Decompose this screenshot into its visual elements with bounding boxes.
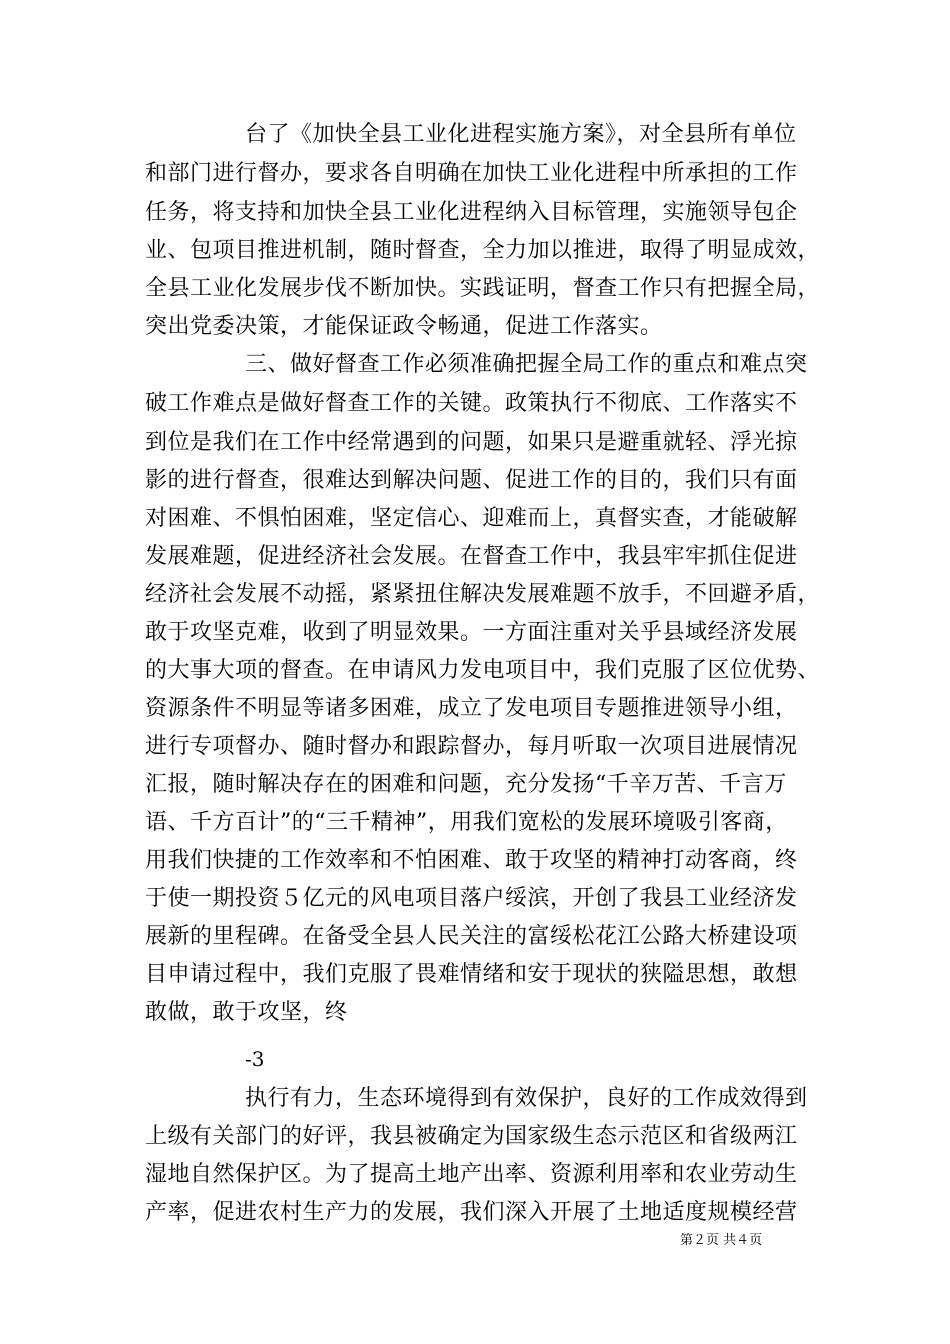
paragraph-line: 湿地自然保护区。为了提高土地产出率、资源利用率和农业劳动生 [145, 1162, 798, 1187]
paragraph-line: 台了《加快全县工业化进程实施方案》，对全县所有单位 [245, 122, 797, 147]
paragraph-line: 于使一期投资５亿元的风电项目落户绥滨，开创了我县工业经济发 [145, 886, 798, 911]
paragraph-line: 展新的里程碑。在备受全县人民关注的富绥松花江公路大桥建设项 [145, 924, 798, 949]
paragraph-line: 业、包项目推进机制，随时督查，全力加以推进，取得了明显成效， [145, 238, 821, 263]
paragraph-line: 用我们快捷的工作效率和不怕困难、敢于攻坚的精神打动客商，终 [145, 848, 798, 873]
paragraph-line: 任务，将支持和加快全县工业化进程纳入目标管理，实施领导包企 [145, 200, 798, 225]
paragraph-line: 进行专项督办、随时督办和跟踪督办，每月听取一次项目进展情况 [145, 734, 798, 759]
paragraph-line: 语、千方百计”的“三千精神”，用我们宽松的发展环境吸引客商， [145, 810, 788, 835]
paragraph-line: 经济社会发展不动摇，紧紧扭住解决发展难题不放手，不回避矛盾， [145, 582, 821, 607]
paragraph-line: 资源条件不明显等诸多困难，成立了发电项目专题推进领导小组， [145, 696, 798, 721]
page-number-marker: -3 [245, 1047, 265, 1071]
paragraph-line: 上级有关部门的好评，我县被确定为国家级生态示范区和省级两江 [145, 1124, 798, 1149]
paragraph-line: 目申请过程中，我们克服了畏难情绪和安于现状的狭隘思想，敢想 [145, 962, 798, 987]
paragraph-line: 的大事大项的督查。在申请风力发电项目中，我们克服了区位优势、 [145, 658, 821, 683]
paragraph-line: 敢做，敢于攻坚，终 [145, 1000, 348, 1025]
paragraph-line: 到位是我们在工作中经常遇到的问题，如果只是避重就轻、浮光掠 [145, 430, 798, 455]
paragraph-line: 影的进行督查，很难达到解决问题、促进工作的目的，我们只有面 [145, 468, 798, 493]
paragraph-line: 汇报，随时解决存在的困难和问题，充分发扬“千辛万苦、千言万 [145, 772, 787, 797]
paragraph-line: 敢于攻坚克难，收到了明显效果。一方面注重对关乎县域经济发展 [145, 620, 798, 645]
paragraph-line: 执行有力，生态环境得到有效保护，良好的工作成效得到 [245, 1086, 808, 1111]
paragraph-line: 对困难、不惧怕困难，坚定信心、迎难而上，真督实查，才能破解 [145, 506, 798, 531]
paragraph-line: 三、做好督查工作必须准确把握全局工作的重点和难点突 [245, 352, 808, 377]
paragraph-line: 发展难题，促进经济社会发展。在督查工作中，我县牢牢抓住促进 [145, 544, 798, 569]
page-footer: 第２页 共４页 [680, 1233, 763, 1248]
paragraph-line: 突出党委决策，才能保证政令畅通，促进工作落实。 [145, 314, 663, 339]
paragraph-line: 产率，促进农村生产力的发展，我们深入开展了土地适度规模经营 [145, 1200, 798, 1225]
paragraph-line: 破工作难点是做好督查工作的关键。政策执行不彻底、工作落实不 [145, 391, 798, 416]
paragraph-line: 和部门进行督办，要求各自明确在加快工业化进程中所承担的工作 [145, 161, 798, 186]
paragraph-line: 全县工业化发展步伐不断加快。实践证明，督查工作只有把握全局， [145, 276, 821, 301]
